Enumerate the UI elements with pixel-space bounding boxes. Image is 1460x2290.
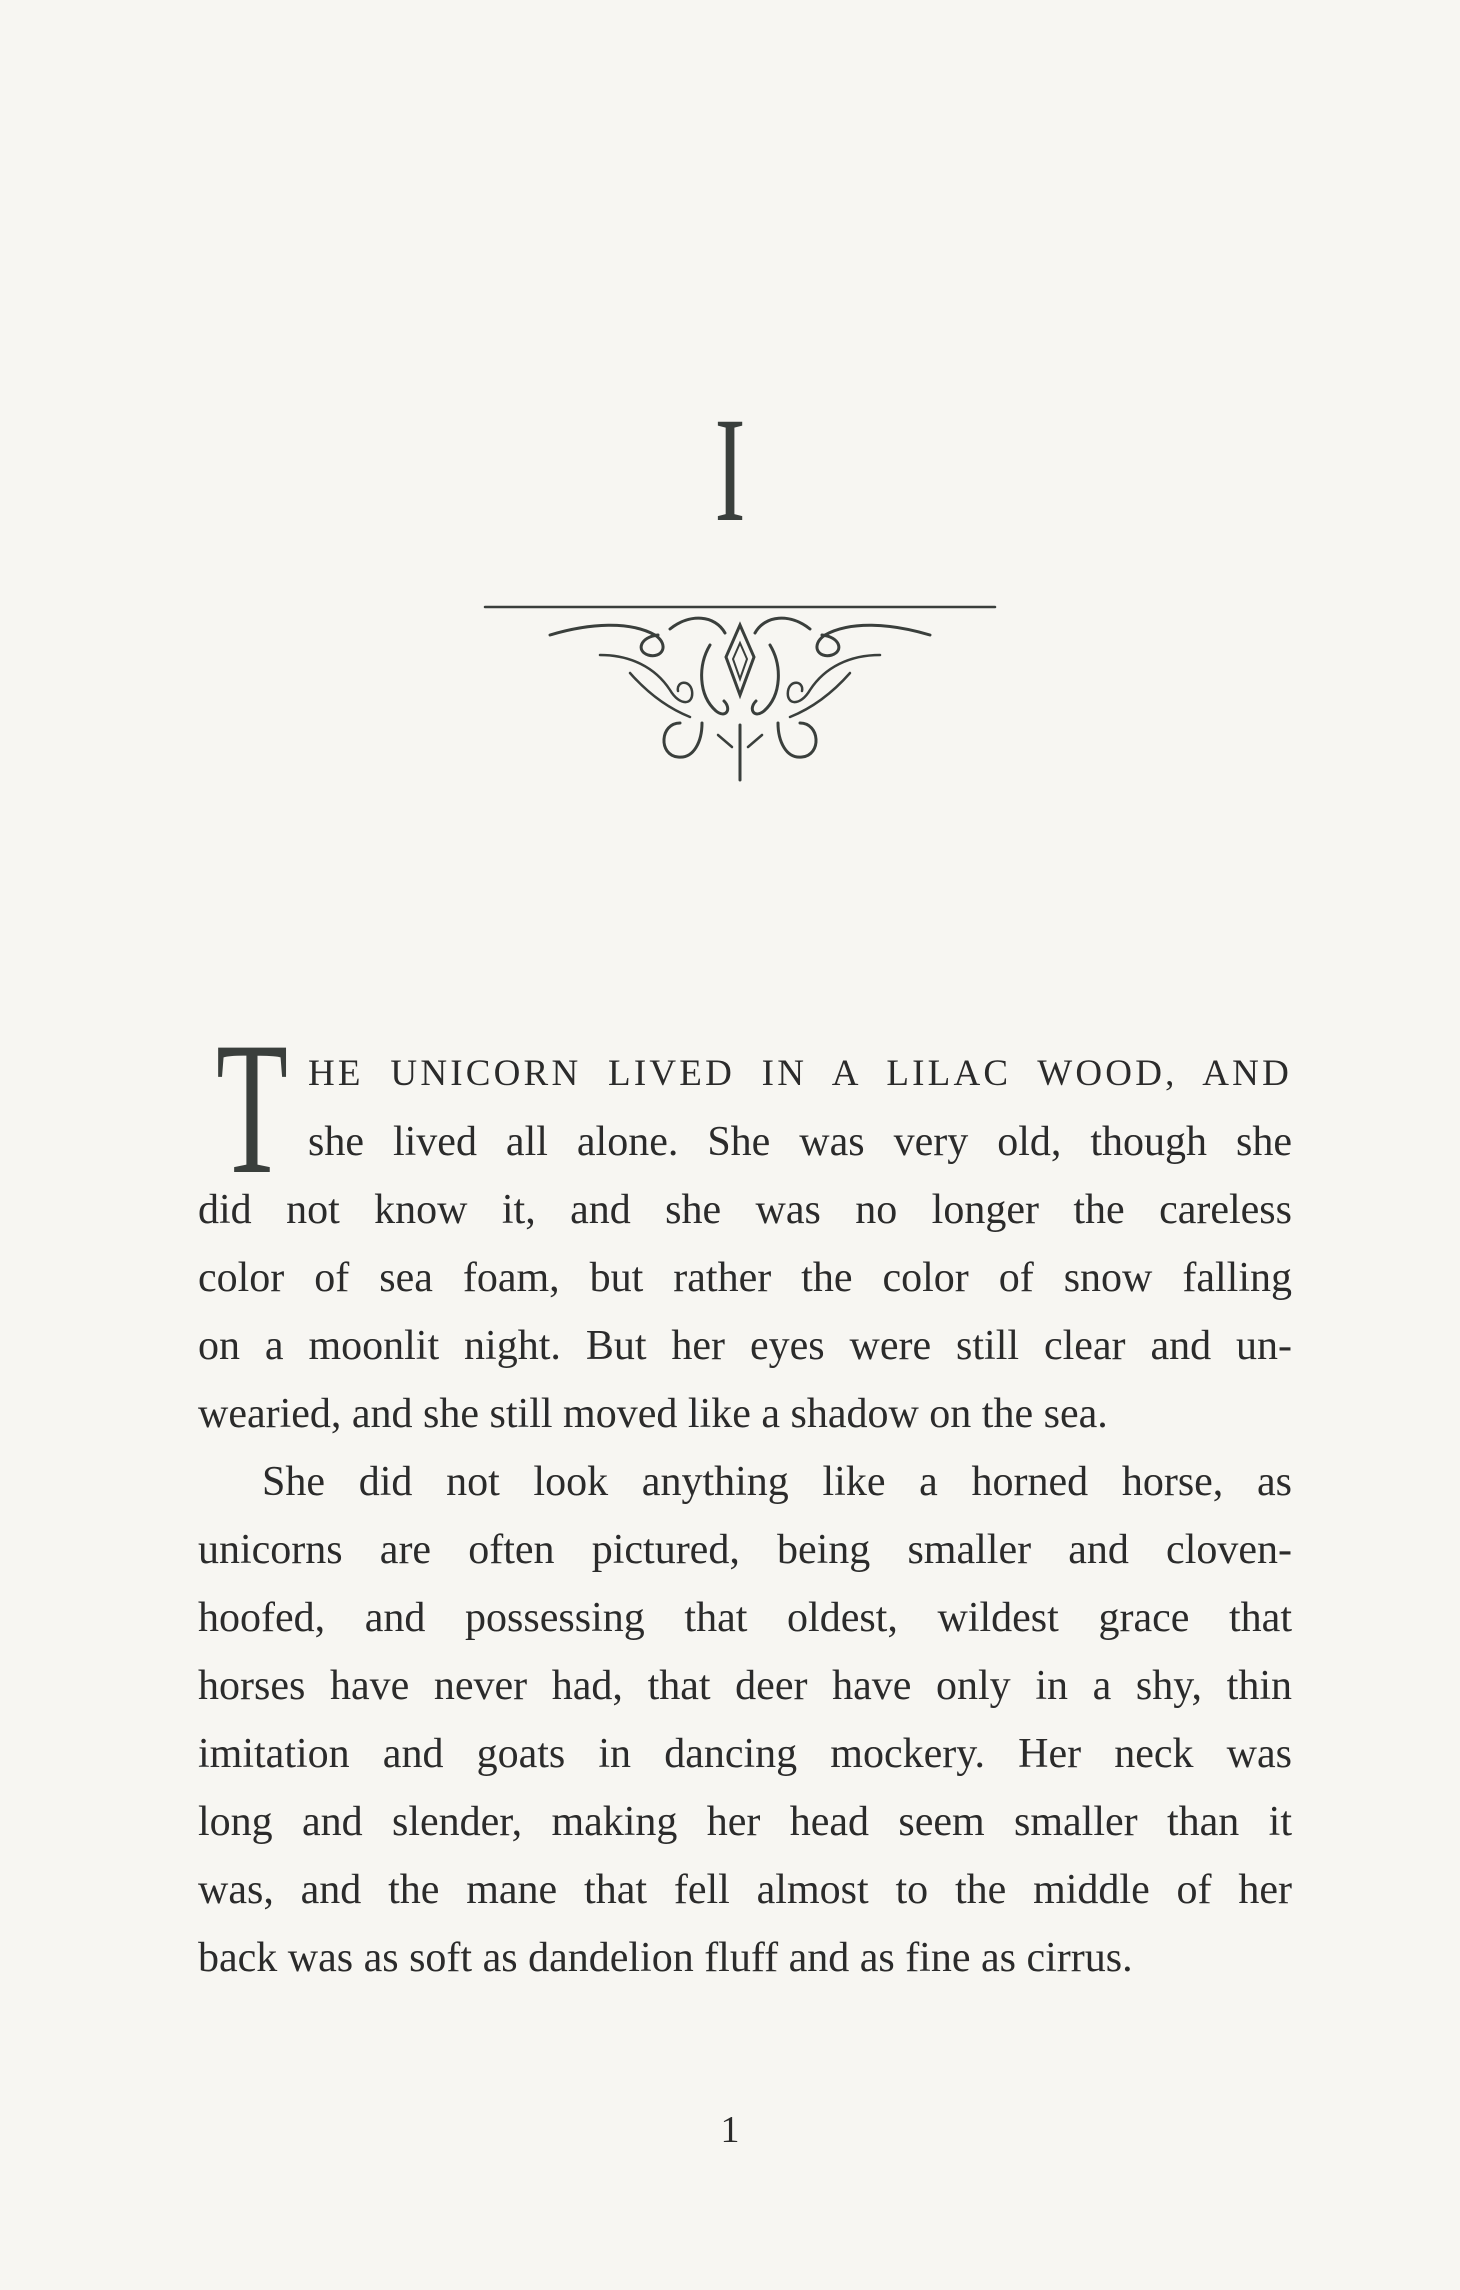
text-line: wearied, and she still moved like a shadow on the sea.: [198, 1391, 1108, 1437]
svg-text:T: T: [216, 1040, 288, 1180]
text-line: HE UNICORN LIVED IN A LILAC WOOD, AND: [308, 1053, 1292, 1094]
text-line: horses have never had, that deer have only in a shy, thin: [198, 1663, 1292, 1709]
body-text: [198, 1040, 1292, 1992]
text-line: on a moonlit night. But her eyes were still clear and un-: [198, 1323, 1292, 1369]
text-line: imitation and goats in dancing mockery. Her neck was: [198, 1731, 1292, 1777]
paragraph-1: [198, 1040, 1292, 1448]
text-line: She did not look anything like a horned horse, as: [262, 1459, 1292, 1505]
text-line: she lived all alone. She was very old, though she: [308, 1119, 1292, 1165]
text-line: did not know it, and she was no longer the careless: [198, 1187, 1292, 1233]
chapter-number: I: [714, 387, 746, 553]
page-number: 1: [720, 2109, 740, 2151]
filigree-ornament-icon: [480, 595, 1000, 795]
drop-cap: [198, 1040, 306, 1180]
text-line: color of sea foam, but rather the color of snow falling: [198, 1255, 1292, 1301]
text-line: was, and the mane that fell almost to the middle of her: [198, 1867, 1292, 1913]
text-line: long and slender, making her head seem smaller than it: [198, 1799, 1292, 1845]
paragraph-2: [198, 1448, 1292, 1992]
text-line: unicorns are often pictured, being smaller and cloven-: [198, 1527, 1292, 1573]
text-line: back was as soft as dandelion fluff and as fine as cirrus.: [198, 1935, 1133, 1981]
text-line: hoofed, and possessing that oldest, wildest grace that: [198, 1595, 1292, 1641]
